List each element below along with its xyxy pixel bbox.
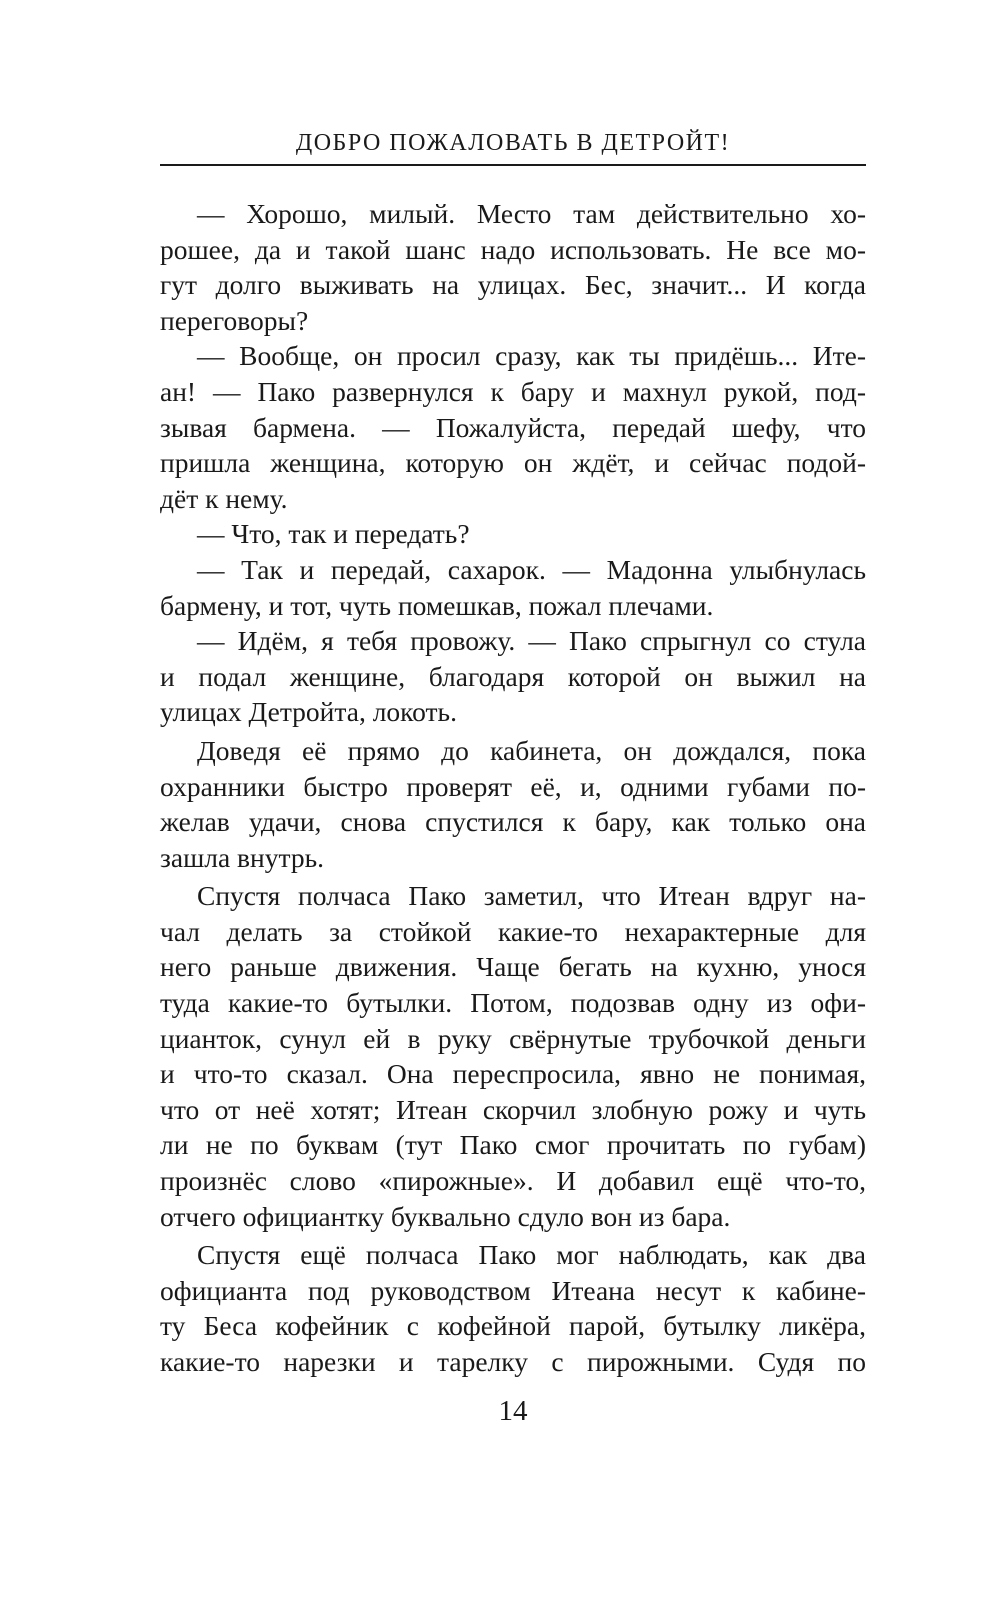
text-line: гут долго выживать на улицах. Бес, значит... И когда xyxy=(160,269,866,301)
text-line: что от неё хотят; Итеан скорчил злобную рожу и чуть xyxy=(160,1093,866,1125)
text-line: зывая бармена. — Пожалуйста, передай шефу, что xyxy=(160,411,866,443)
text-line: дёт к нему. xyxy=(160,482,288,514)
text-line: — Идём, я тебя провожу. — Пако спрыгнул со стула xyxy=(197,625,866,657)
text-line: — Что, так и передать? xyxy=(197,518,470,550)
text-line: ан! — Пако развернулся к бару и махнул рукой, под- xyxy=(160,375,866,407)
text-line: пришла женщина, которую он ждёт, и сейчас подой- xyxy=(160,447,866,479)
text-line: туда какие-то бутылки. Потом, подозвав одну из офи- xyxy=(160,987,866,1019)
text-line: произнёс слово «пирожные». И добавил ещё что-то, xyxy=(160,1165,866,1197)
text-line: переговоры? xyxy=(160,304,309,336)
text-line: охранники быстро проверят её, и, одними губами по- xyxy=(160,770,866,802)
header-rule xyxy=(160,164,866,166)
text-line: зашла внутрь. xyxy=(160,841,325,873)
text-line: отчего официантку буквально сдуло вон из бара. xyxy=(160,1200,731,1232)
text-line: желав удачи, снова спустился к бару, как только она xyxy=(160,806,866,838)
text-line: ли не по буквам (тут Пако смог прочитать по губам) xyxy=(160,1129,866,1161)
text-line: официанта под руководством Итеана несут к кабине- xyxy=(160,1274,866,1306)
text-line: Доведя её прямо до кабинета, он дождался, пока xyxy=(197,734,866,766)
page-number: 14 xyxy=(498,1395,528,1427)
text-line: чал делать за стойкой какие-то нехарактерные для xyxy=(160,915,866,947)
text-line: ту Беса кофейник с кофейной парой, бутылку ликёра, xyxy=(160,1310,866,1342)
text-line: и подал женщине, благодаря которой он выжил на xyxy=(160,660,866,692)
text-line: улицах Детройта, локоть. xyxy=(160,696,457,728)
text-line: него раньше движения. Чаще бегать на кухню, унося xyxy=(160,951,866,983)
running-title: ДОБРО ПОЖАЛОВАТЬ В ДЕТРОЙТ! xyxy=(295,130,731,156)
text-line: рошее, да и такой шанс надо использовать. Не все мо- xyxy=(160,233,866,265)
text-line: и что-то сказал. Она переспросила, явно не понимая, xyxy=(160,1058,866,1090)
text-line: Спустя полчаса Пако заметил, что Итеан вдруг на- xyxy=(197,880,866,912)
text-line: бармену, и тот, чуть помешкав, пожал плечами. xyxy=(160,589,714,621)
text-line: какие-то нарезки и тарелку с пирожными. Судя по xyxy=(160,1346,866,1377)
text-line: — Хорошо, милый. Место там действительно хо- xyxy=(197,198,866,229)
text-line: Спустя ещё полчаса Пако мог наблюдать, как два xyxy=(197,1239,866,1271)
text-line: — Вообще, он просил сразу, как ты придёшь... Ите- xyxy=(197,340,866,372)
text-line: — Так и передай, сахарок. — Мадонна улыбнулась xyxy=(197,553,866,585)
text-line: цианток, сунул ей в руку свёрнутые трубочкой деньги xyxy=(160,1022,866,1054)
body-text xyxy=(160,196,866,1380)
